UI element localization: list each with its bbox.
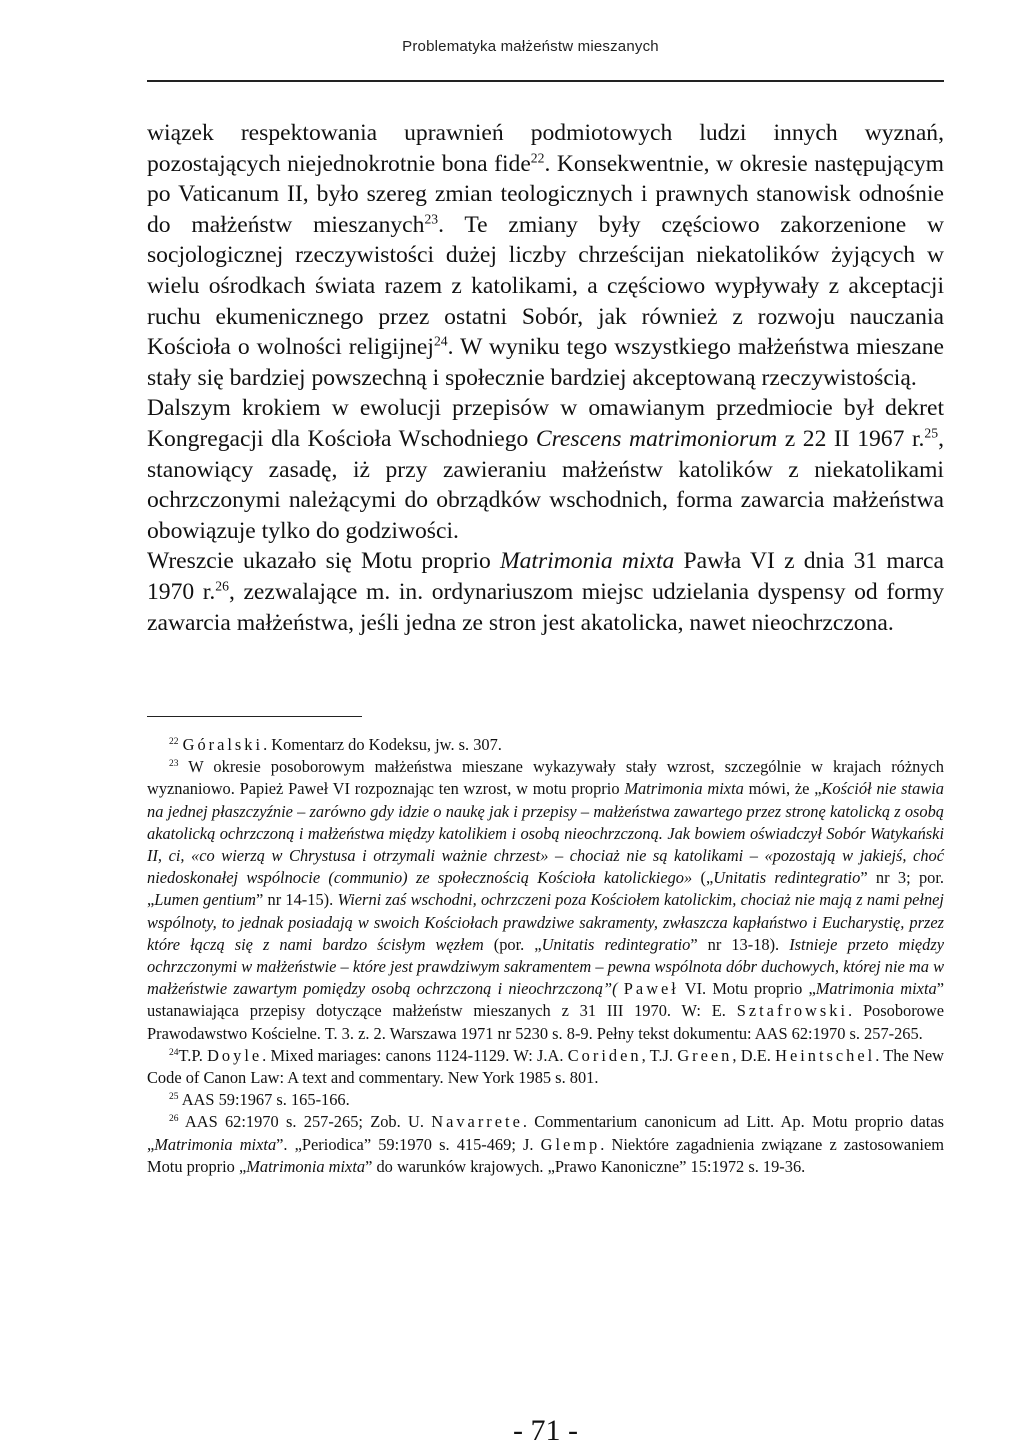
italic: Unitatis redintegratio (713, 868, 861, 888)
text: ” do warunków krajowych. „Prawo Kanoniczne” 15:1972 s. 19-36. (365, 1156, 806, 1176)
italic: Matrimonia mixta (624, 779, 744, 799)
page (147, 36, 945, 1447)
italic: Matrimonia mixta (246, 1156, 366, 1176)
footnote-ref-26[interactable]: 26 (215, 578, 229, 594)
text: T.P. (178, 1045, 208, 1065)
italic: Matrimonia mixta (154, 1134, 277, 1154)
author: Heintschel (775, 1045, 876, 1065)
author: Sztafrowski (736, 1001, 849, 1021)
text: (por. „ (483, 934, 542, 954)
text: („ (692, 868, 714, 888)
text: Dalszym krokiem w ewolucji przepisów w omawianym przedmiocie był dekret Kongregacji dla Kościoła Wschodniego (147, 395, 944, 452)
author: Coriden (567, 1045, 642, 1065)
footnote-ref-22[interactable]: 22 (530, 150, 545, 166)
footnote-number: 24 (169, 1047, 179, 1058)
text: , zezwalające m. in. ordynariuszom miejsc udzielania dyspensy od formy zawarcia małżeństwa, jeśli jedna ze stron jest akatolicka, nawet nieochrzczona. (147, 578, 944, 636)
italic: Matrimonia mixta (815, 979, 937, 999)
italic: Lumen gentium (154, 890, 256, 910)
text: . Posoborowe Prawodawstwo Kościelne. T. 3. z. 2. Warszawa 1971 nr 5230 s. 8-9. Pełny tekst dokumentu: AAS 62:1970 s. 257-265. (147, 1001, 944, 1043)
footnote-ref-25[interactable]: 25 (924, 425, 939, 441)
text: . Commentarium canonicum ad Litt. Ap. Motu proprio datas „ (147, 1112, 944, 1154)
text: . Niektóre zagadnienia związane z zastosowaniem Motu proprio „ (147, 1134, 944, 1176)
footnote-25 (147, 1089, 944, 1111)
footnote-number: 22 (169, 737, 179, 748)
author: Paweł (623, 979, 679, 999)
text: . The New Code of Canon Law: A text and commentary. New York 1985 s. 801. (147, 1045, 945, 1088)
decree-title: Crescens matrimoniorum (535, 425, 778, 452)
italic: Wierni zaś wschodni, ochrzczeni poza Kościołem katolickim, chociaż nie mają z nami pełnej wspólnoty, to jednak posiadają w swoich Kościołach prawdziwe sakramenty, zwłaszcza kapłaństwo i Eucharystię, przez które łączą się z nami bardzo ścisłym węzłem (147, 890, 944, 954)
text: AAS 59:1967 s. 165-166. (181, 1090, 350, 1110)
author: Glemp (540, 1134, 601, 1154)
paragraph-1 (147, 118, 944, 393)
footnote-number: 23 (169, 759, 179, 770)
motu-proprio-title: Matrimonia mixta (499, 548, 675, 575)
text: Wreszcie ukazało się Motu proprio (147, 548, 500, 575)
text: ” ustanawiająca przepisy dotyczące małżeństw mieszanych z 31 III 1970. W: E. (147, 979, 944, 1021)
text: ” nr 3; por. „ (147, 868, 945, 910)
footnote-23 (147, 756, 944, 1045)
page-number: - 71 - (513, 1414, 578, 1447)
text: . Te zmiany były częściowo zakorzenione w socjologicznej rzeczywistości dużej liczby chrześcijan niekatolików żyjących w wielu ośrodkach świata razem z katolikami, a częściowo wypływały z akceptacji ruchu ekumenicznego przez ostatni Sobór, jak również z rozwoju nauczania Kościoła o wolności religijnej (147, 211, 944, 361)
italic: Istnieje przeto między ochrzczonymi w małżeństwie – które jest prawdziwym sakramentem – pewna wspólnota dóbr duchowych, której nie ma w małżeństwie zawartym pomiędzy osobą ochrzczoną i nieochrzczoną”( (147, 934, 944, 999)
footnote-ref-23[interactable]: 23 (424, 211, 439, 227)
italic: Kościół nie stawia na jednej płaszczyźnie – zarówno gdy idzie o naukę jak i przepisy – małżeństwa zawartego przez stronę katolicką z osobą akatolicką ochrzczoną i małżeństwa między katolikiem i osobą nieochrzczoną. Jak bowiem oświadczył Sobór Watykański II, ci, «co wierzą w Chrystusa i otrzymali ważnie chrzest» – chociaż nie są katolikami – «pozostają w jakiejś, choć niedoskonałej wspólnocie (communio) ze społecznością Kościoła katolickiego» (147, 779, 944, 888)
text: AAS 62:1970 s. 257-265; Zob. U. (184, 1112, 432, 1132)
author: Doyle (207, 1045, 263, 1065)
text: mówi, że „ (743, 779, 822, 799)
main-text (147, 118, 944, 638)
text: . Komentarz do Kodeksu, jw. s. 307. (263, 735, 502, 754)
text: wiązek respektowania uprawnień podmiotowych ludzi innych wyznań, pozostających niejednokrotnie bona fide (147, 120, 944, 177)
paragraph-2 (147, 393, 944, 546)
text: , stanowiący zasadę, iż przy zawieraniu małżeństw katolików z niekatolikami ochrzczonymi należącymi do obrządków wschodnich, forma zawarcia małżeństwa obowiązuje tylko do godziwości. (147, 425, 944, 544)
author: Navarrete (431, 1112, 523, 1132)
text: . W wyniku tego wszystkiego małżeństwa mieszane stały się bardziej powszechną i społecznie bardziej akceptowaną rzeczywistością. (147, 334, 944, 391)
text: ” nr 13-18). (690, 934, 790, 954)
text: ”. „Periodica” 59:1970 s. 415-469; J. (276, 1134, 541, 1154)
footnote-24 (147, 1045, 944, 1089)
text: . Konsekwentnie, w okresie następującym po Vaticanum II, było szereg zmian teologicznych i prawnych stanowisk odnośnie do małżeństw mieszanych (147, 150, 944, 238)
footnotes (147, 734, 944, 1178)
header-rule (147, 80, 944, 82)
author: Góralski (182, 735, 264, 754)
italic: Unitatis redintegratio (541, 934, 691, 954)
text: , T.J. (641, 1045, 678, 1065)
footnote-26 (147, 1111, 944, 1178)
footnote-number: 25 (169, 1092, 179, 1103)
footnote-number: 26 (169, 1114, 179, 1125)
text: . Mixed mariages: canons 1124-1129. W: J.A. (262, 1045, 568, 1065)
footnote-22 (147, 734, 944, 756)
text: , D.E. (732, 1045, 776, 1065)
running-header: Problematyka małżeństw mieszanych (402, 38, 659, 55)
footnote-separator (147, 716, 362, 717)
text: ” nr 14-15). (255, 890, 338, 910)
paragraph-3 (147, 546, 944, 638)
footnote-ref-24[interactable]: 24 (433, 333, 448, 349)
text: z 22 II 1967 r. (777, 425, 925, 452)
text: W okresie posoborowym małżeństwa mieszane wykazywały stały wzrost, szczególnie w krajach różnych wyznaniowo. Papież Paweł VI rozpoznając ten wzrost, w motu proprio (147, 757, 944, 799)
text: Pawła VI z dnia 31 marca 1970 r. (147, 548, 945, 605)
text: VI. Motu proprio „ (678, 979, 816, 999)
author: Green (677, 1045, 733, 1065)
